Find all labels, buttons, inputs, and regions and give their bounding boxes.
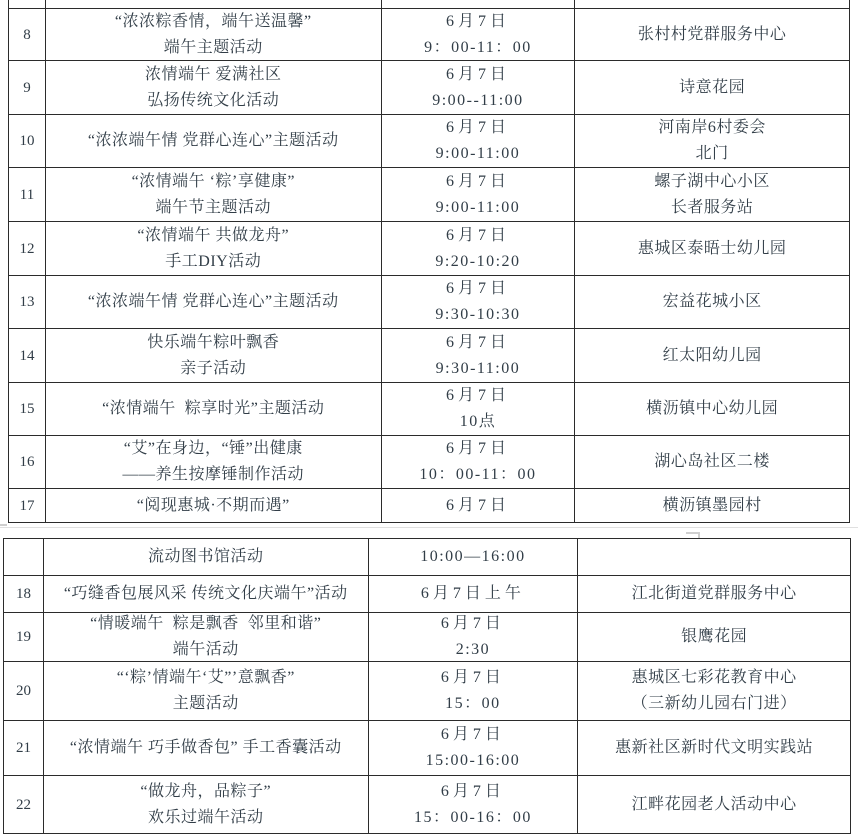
datetime-line: 6月7日 [445,280,510,297]
activity-line: “浓情端午 ‘粽’享健康” [131,172,295,190]
activity-cell [44,776,369,833]
table-row [8,276,850,329]
datetime-line: 15：00 [445,695,501,712]
location-line: 横沥镇中心幼儿园 [646,400,779,417]
row-number: 16 [19,454,35,470]
location-cell [575,222,850,275]
activity-line: “阅现惠城·不期而遇” [136,496,290,514]
location-line: 螺子湖中心小区 [654,172,770,190]
datetime-cell [382,329,576,382]
datetime-line: 6月7日 [440,615,505,632]
activity-cell [46,61,382,114]
activity-line: 流动图书馆活动 [148,548,264,565]
row-number: 10 [19,133,35,149]
row-number: 20 [15,683,31,699]
location-cell [578,721,851,775]
datetime-line: 15：00-16：00 [414,808,532,826]
row-number-cell [4,662,44,720]
activity-cell [44,613,369,661]
location-line: 张村村党群服务中心 [637,25,787,43]
datetime-line: 6月7日 [440,726,505,743]
row-number: 21 [15,740,31,756]
activity-line: “艾”在身边，“锤”出健康 [123,440,303,457]
datetime-cell [382,276,576,328]
activity-line: “做龙舟，品粽子” [140,782,272,800]
table-row [8,436,850,489]
row-number: 19 [15,629,31,645]
activities-table-page2 [3,538,851,834]
datetime-line: 10：00-11：00 [419,466,537,483]
datetime-line: 6月7日上午 [420,585,525,602]
datetime-line: 6月7日 [445,172,510,190]
table-row [8,115,850,168]
datetime-line: 6月7日 [445,65,510,83]
row-number-cell [4,776,44,833]
row-number: 8 [23,26,31,43]
location-cell [578,539,851,575]
table-row [8,329,850,383]
location-cell [575,115,850,167]
activity-line: 弘扬传统文化活动 [147,91,280,109]
row-number: 15 [19,401,35,417]
table-row [3,662,851,721]
datetime-cell [382,436,576,488]
row-number-cell [9,115,46,167]
location-line: 惠新社区新时代文明实践站 [615,739,814,756]
activity-line: “情暖端午 粽是飘香 邻里和谐” [90,615,322,632]
datetime-cell [369,721,579,775]
datetime-line: 6月7日 [445,333,510,351]
row-number: 13 [19,294,35,310]
row-number: 9 [23,79,31,96]
column-border-stub [9,0,46,8]
table-row [8,489,850,523]
location-cell [575,436,850,488]
activity-cell [46,329,382,382]
activity-line: ——养生按摩锤制作活动 [122,466,305,483]
datetime-line: 6月7日 [440,669,505,686]
column-border-stub [46,0,382,8]
row-number-cell [4,539,44,575]
datetime-line: 9:00-11:00 [435,145,521,162]
page-break-mark-left [0,524,7,526]
table-row [8,9,850,61]
datetime-line: 2:30 [455,641,491,658]
datetime-cell [382,489,576,522]
activity-line: 浓情端午 爱满社区 [145,65,282,83]
datetime-line: 6月7日 [445,387,510,404]
datetime-line: 10点 [459,413,497,430]
datetime-line: 9:00-11:00 [435,198,521,216]
page-break-line [0,527,858,528]
datetime-cell [369,576,579,612]
activity-cell [46,168,382,221]
datetime-cell [382,222,576,275]
activity-line: “浓情端午 巧手做香包” 手工香囊活动 [69,739,342,756]
table-row [8,383,850,436]
activity-line: 主题活动 [172,695,239,712]
location-line: 宏益花城小区 [662,293,762,310]
datetime-cell [369,613,579,661]
datetime-line: 10:00—16:00 [420,548,526,565]
table-row [3,539,851,576]
row-number-cell [9,436,46,488]
location-cell [578,662,851,720]
row-number-cell [9,383,46,435]
activity-line: “浓浓端午情 党群心连心”主题活动 [87,293,339,310]
datetime-line: 9：00-11：00 [424,38,532,56]
location-cell [575,489,850,522]
datetime-cell [382,115,576,167]
row-number-cell [4,721,44,775]
datetime-line: 9:00--11:00 [432,91,524,109]
table-row [3,721,851,776]
table-row [8,61,850,115]
row-number-cell [9,222,46,275]
row-number-cell [9,329,46,382]
activity-cell [46,222,382,275]
activity-line: 快乐端午粽叶飘香 [147,333,280,351]
row-number-cell [9,168,46,221]
activity-line: 端午活动 [172,641,239,658]
activity-cell [44,721,369,775]
table-body [3,538,851,834]
activity-line: 端午主题活动 [163,38,263,56]
location-line: 诗意花园 [679,78,746,96]
datetime-line: 9:30-11:00 [435,359,521,377]
location-line: 惠城区七彩花教育中心 [631,669,797,686]
column-border-stub [575,0,850,8]
datetime-cell [382,383,576,435]
activity-line: “浓浓粽香情，端午送温馨” [114,12,312,30]
row-number: 18 [15,586,31,602]
location-line: 江畔花园老人活动中心 [631,795,797,813]
row-number: 11 [19,186,35,203]
location-line: 河南岸6村委会 [658,119,766,136]
location-line: 红太阳幼儿园 [662,346,762,364]
location-cell [575,9,850,60]
column-border-stub [382,0,576,8]
location-cell [575,276,850,328]
location-cell [575,61,850,114]
activity-cell [46,115,382,167]
activity-line: 亲子活动 [180,359,247,377]
activity-cell [44,662,369,720]
row-number-cell [9,61,46,114]
datetime-cell [382,9,576,60]
table-row [3,776,851,834]
table-partial-row-top [8,0,850,8]
location-cell [578,776,851,833]
location-line: 惠城区泰晤士幼儿园 [637,239,787,257]
activity-cell [46,383,382,435]
row-number-cell [4,576,44,612]
location-line: 长者服务站 [670,198,754,216]
datetime-line: 9:20-10:20 [435,252,521,270]
row-number: 12 [19,240,35,257]
location-line: 横沥镇墨园村 [662,496,762,514]
activity-cell [46,9,382,60]
row-number: 22 [15,796,31,813]
datetime-cell [382,61,576,114]
datetime-line: 6月7日 [440,782,505,800]
datetime-line: 15:00-16:00 [425,752,521,769]
location-cell [578,576,851,612]
row-number: 17 [19,497,35,514]
location-line: 北门 [695,145,729,162]
activity-cell [46,436,382,488]
location-line: 江北街道党群服务中心 [631,585,797,602]
row-number-cell [9,276,46,328]
table-row [8,168,850,222]
activities-table-page1 [8,0,850,523]
datetime-line: 6月7日 [445,440,510,457]
activity-line: 欢乐过端午活动 [148,808,264,826]
row-number-cell [4,613,44,661]
location-line: 湖心岛社区二楼 [654,453,770,470]
activity-line: 手工DIY活动 [165,252,262,270]
datetime-cell [369,662,579,720]
activity-line: “浓情端午 共做龙舟” [137,226,290,244]
datetime-line: 6月7日 [445,226,510,244]
activity-line: 端午节主题活动 [155,198,272,216]
activity-cell [44,576,369,612]
activity-line: “浓情端午 粽享时光”主题活动 [102,400,325,417]
datetime-line: 6月7日 [445,12,510,30]
location-cell [575,329,850,382]
datetime-line: 6月7日 [445,119,510,136]
activity-cell [46,489,382,522]
datetime-line: 6月7日 [445,496,510,514]
activity-line: “浓浓端午情 党群心连心”主题活动 [87,132,339,149]
location-cell [575,383,850,435]
activity-line: “‘粽’情端午‘艾”’意飘香” [116,669,295,686]
row-number: 14 [19,347,35,364]
row-number-cell [9,489,46,522]
location-line: 银鹰花园 [681,628,748,645]
location-cell [578,613,851,661]
location-cell [575,168,850,221]
table-body [8,8,850,523]
datetime-line: 9:30-10:30 [435,306,521,323]
activity-line: “巧缝香包展风采 传统文化庆端午”活动 [63,585,348,602]
datetime-cell [369,539,579,575]
table-row [3,613,851,662]
row-number-cell [9,9,46,60]
activity-cell [44,539,369,575]
location-line: （三新幼儿园右门进） [631,695,797,712]
activity-cell [46,276,382,328]
table-row [8,222,850,276]
datetime-cell [369,776,579,833]
table-row [3,576,851,613]
datetime-cell [382,168,576,221]
